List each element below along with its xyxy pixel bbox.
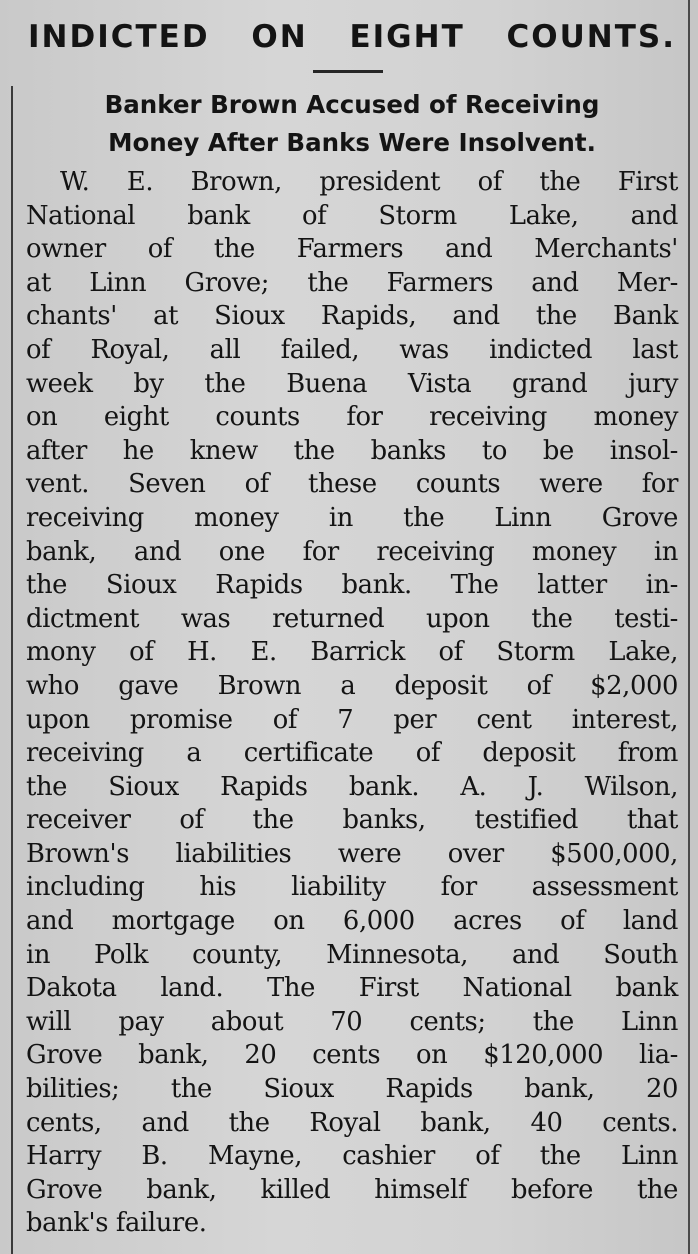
column-rule-left: [11, 86, 13, 1254]
body-line: chants' at Sioux Rapids, and the Bank: [26, 301, 678, 332]
body-line: Harry B. Mayne, cashier of the Linn: [26, 1141, 678, 1172]
body-line: W. E. Brown, president of the First: [60, 167, 678, 197]
body-line: Brown's liabilities were over $500,000,: [26, 838, 678, 869]
body-line: in Polk county, Minnesota, and South: [26, 939, 678, 970]
body-line: cents, and the Royal bank, 40 cents.: [26, 1107, 678, 1138]
body-line: upon promise of 7 per cent interest,: [26, 704, 678, 735]
body-line: including his liability for assessment: [26, 872, 678, 903]
body-line: dictment was returned upon the testi-: [26, 603, 678, 634]
body-line: receiving a certificate of deposit from: [26, 738, 678, 769]
body-line: and mortgage on 6,000 acres of land: [26, 906, 678, 937]
subheadline: [26, 86, 678, 162]
body-line: owner of the Farmers and Merchants': [26, 234, 678, 265]
column-rule-right: [688, 0, 690, 1254]
body-line: the Sioux Rapids bank. A. J. Wilson,: [26, 771, 678, 802]
body-line: will pay about 70 cents; the Linn: [26, 1006, 678, 1037]
body-line: Dakota land. The First National bank: [26, 973, 678, 1004]
body-line: at Linn Grove; the Farmers and Mer-: [26, 267, 678, 298]
body-line: National bank of Storm Lake, and: [26, 200, 678, 231]
article-body: [26, 166, 678, 1241]
headline-divider: [313, 70, 383, 73]
body-line: Grove bank, killed himself before the: [26, 1174, 678, 1205]
body-line: bilities; the Sioux Rapids bank, 20: [26, 1074, 678, 1105]
body-line: bank's failure.: [26, 1208, 207, 1239]
headline: INDICTED ON EIGHT COUNTS.: [28, 19, 676, 55]
body-line: on eight counts for receiving money: [26, 402, 678, 433]
body-line: vent. Seven of these counts were for: [26, 469, 678, 500]
body-line: who gave Brown a deposit of $2,000: [26, 670, 678, 701]
subhead-line: Banker Brown Accused of Receiving: [104, 90, 600, 119]
subhead-line: Money After Banks Were Insolvent.: [108, 128, 596, 157]
body-line: after he knew the banks to be insol-: [26, 435, 678, 466]
body-line: Grove bank, 20 cents on $120,000 lia-: [26, 1040, 678, 1071]
body-line: the Sioux Rapids bank. The latter in-: [26, 570, 678, 601]
body-line: bank, and one for receiving money in: [26, 536, 678, 567]
body-line: mony of H. E. Barrick of Storm Lake,: [26, 637, 678, 668]
body-line: of Royal, all failed, was indicted last: [26, 334, 678, 365]
body-line: receiving money in the Linn Grove: [26, 502, 678, 533]
body-line: week by the Buena Vista grand jury: [26, 368, 678, 399]
body-line: receiver of the banks, testified that: [26, 805, 678, 836]
